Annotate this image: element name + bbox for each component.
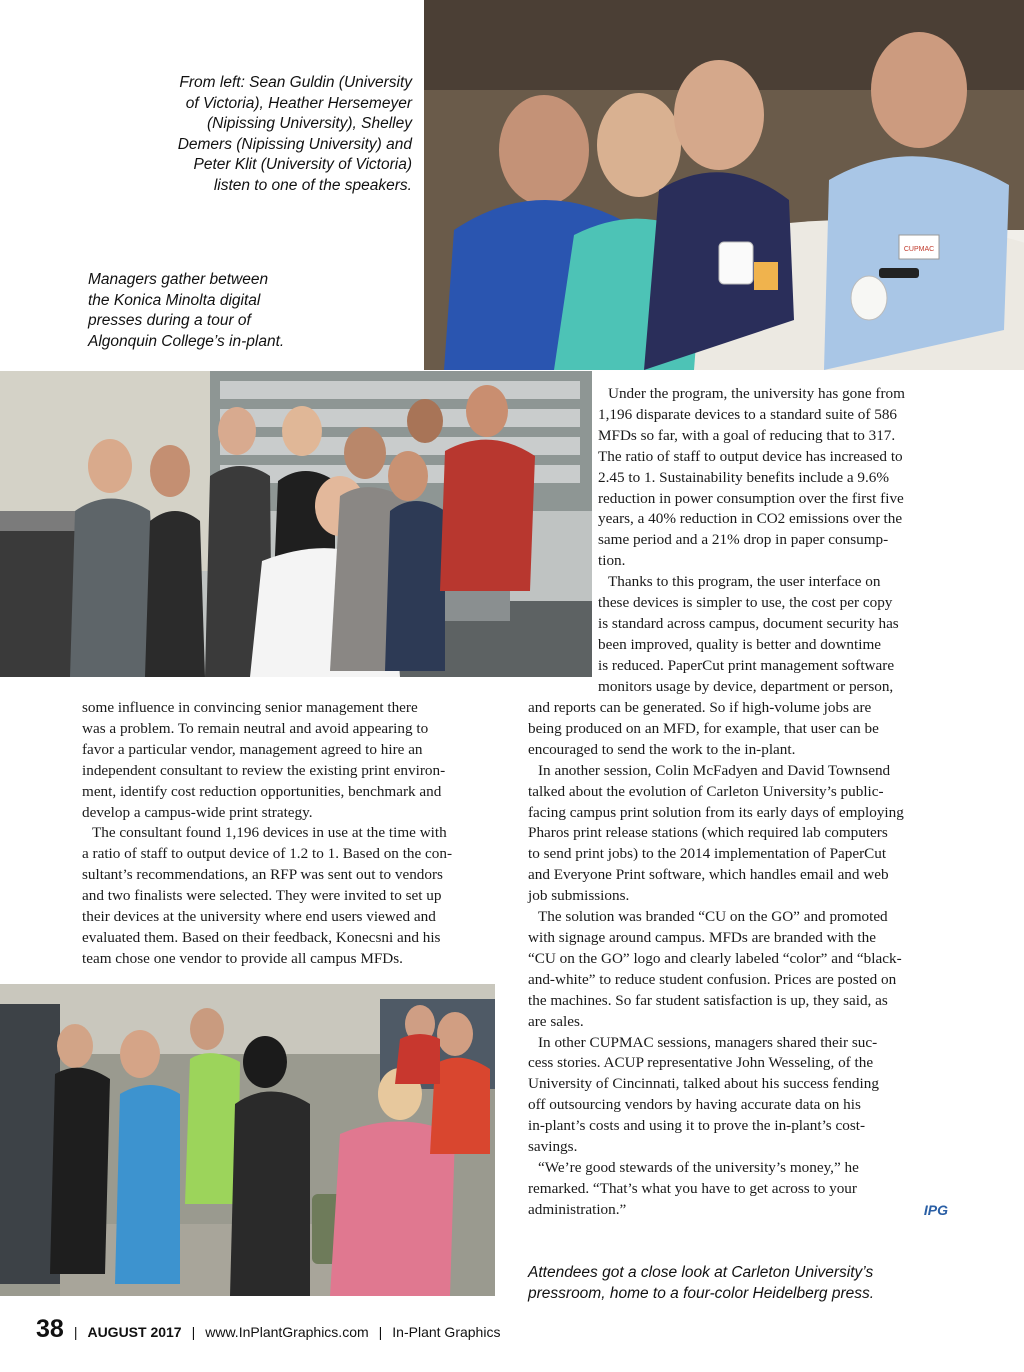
footer-separator: |: [191, 1324, 196, 1340]
body-line: “CU on the GO” logo and clearly labeled “color” and “black-: [528, 949, 902, 967]
body-line: off outsourcing vendors by having accurate data on his: [528, 1096, 861, 1114]
body-line: encouraged to send the work to the in-plant.: [528, 740, 796, 758]
body-line: 1,196 disparate devices to a standard suite of 586: [598, 405, 898, 423]
name-badge-logo: CUPMAC: [903, 246, 935, 253]
article-column-left: [82, 698, 494, 970]
body-line: Pharos print release stations (which required lab computers: [528, 824, 888, 842]
caption-line: From left: Sean Guldin (University: [179, 74, 412, 91]
body-line: 2.45 to 1. Sustainability benefits include a 9.6%: [598, 468, 890, 486]
caption-line: Algonquin College’s in-plant.: [88, 332, 285, 350]
body-line: savings.: [528, 1138, 578, 1156]
caption-managers-tour: [88, 270, 408, 352]
body-line: some influence in convincing senior management there: [82, 699, 418, 716]
footer-separator: |: [378, 1324, 383, 1340]
page-footer: [36, 1315, 500, 1344]
body-line: talked about the evolution of Carleton University’s public-: [528, 782, 884, 800]
body-line: tion.: [598, 552, 626, 570]
caption-line: listen to one of the speakers.: [213, 176, 412, 194]
body-line: facing campus print solution from its early days of employing: [528, 803, 904, 821]
caption-line: Managers gather between: [88, 271, 269, 288]
body-line: being produced on an MFD, for example, that user can be: [528, 719, 879, 737]
body-line: reduction in power consumption over the first five: [598, 489, 904, 507]
body-line-with-signoff: [528, 1200, 948, 1221]
photo-carleton-pressroom: [0, 984, 495, 1296]
body-line: University of Cincinnati, talked about his success fending: [528, 1075, 879, 1093]
body-line: was a problem. To remain neutral and avoid appearing to: [82, 719, 429, 737]
caption-pressroom: [528, 1263, 948, 1304]
body-line: The consultant found 1,196 devices in use at the time with: [92, 824, 447, 842]
photo-conference-attendees: [424, 0, 1024, 370]
body-line: and-white” to reduce student confusion. Prices are posted on: [528, 970, 897, 988]
caption-line: (Nipissing University), Shelley: [206, 115, 412, 132]
body-line: in-plant’s costs and using it to prove the in-plant’s cost-: [528, 1117, 866, 1135]
body-line: years, a 40% reduction in CO2 emissions over the: [598, 510, 903, 528]
body-line: MFDs so far, with a goal of reducing that to 317.: [598, 426, 896, 444]
body-line: and two finalists were selected. They were invited to set up: [82, 887, 442, 905]
body-line: ment, identify cost reduction opportunities, benchmark and: [82, 782, 442, 800]
footer-separator: |: [73, 1324, 78, 1340]
caption-line: presses during a tour of: [88, 312, 251, 329]
body-line: “We’re good stewards of the university’s money,” he: [538, 1158, 859, 1176]
caption-line: the Konica Minolta digital: [88, 291, 261, 309]
caption-line: Demers (Nipissing University) and: [177, 135, 412, 153]
body-line: In other CUPMAC sessions, managers shared their suc-: [538, 1033, 878, 1051]
caption-attendees-listening: [140, 73, 412, 196]
body-line: administration.”: [528, 1200, 627, 1218]
body-line: remarked. “That’s what you have to get across to your: [528, 1179, 857, 1197]
page-number: 38: [36, 1315, 64, 1343]
body-line: cess stories. ACUP representative John Wesseling, of the: [528, 1054, 874, 1072]
body-line: is standard across campus, document security has: [598, 614, 899, 632]
body-line: and Everyone Print software, which handles email and web: [528, 866, 889, 884]
body-line: Thanks to this program, the user interface on: [608, 573, 881, 591]
body-line: In another session, Colin McFadyen and David Townsend: [538, 761, 891, 779]
body-line: develop a campus-wide print strategy.: [82, 803, 313, 821]
caption-line: pressroom, home to a four-color Heidelberg press.: [528, 1284, 875, 1302]
body-line: sultant’s recommendations, an RFP was sent out to vendors: [82, 866, 443, 884]
body-line: is reduced. PaperCut print management software: [598, 656, 895, 674]
body-line: The solution was branded “CU on the GO” and promoted: [538, 908, 888, 926]
body-line: to send print jobs) to the 2014 implementation of PaperCut: [528, 845, 887, 863]
body-line: job submissions.: [528, 887, 630, 905]
body-line: the machines. So far student satisfaction is up, they said, as: [528, 991, 888, 1009]
body-line: these devices is simpler to use, the cost per copy: [598, 594, 893, 612]
caption-line: Peter Klit (University of Victoria): [193, 156, 412, 173]
body-line: same period and a 21% drop in paper consump-: [598, 531, 889, 549]
body-line: been improved, quality is better and downtime: [598, 635, 882, 653]
body-line: a ratio of staff to output device of 1.2 to 1. Based on the con-: [82, 845, 453, 863]
caption-line: Attendees got a close look at Carleton University’s: [528, 1264, 874, 1281]
photo-managers-presses: [0, 371, 592, 677]
publication-name: In-Plant Graphics: [392, 1324, 501, 1340]
ipg-signoff: IPG: [923, 1201, 948, 1218]
website-url[interactable]: www.InPlantGraphics.com: [205, 1324, 369, 1340]
body-line: team chose one vendor to provide all campus MFDs.: [82, 949, 403, 967]
body-line: independent consultant to review the existing print environ-: [82, 761, 446, 779]
body-line: favor a particular vendor, management agreed to hire an: [82, 740, 423, 758]
body-line: their devices at the university where end users viewed and: [82, 908, 436, 926]
body-line: and reports can be generated. So if high-volume jobs are: [528, 699, 872, 716]
body-line: with signage around campus. MFDs are branded with the: [528, 928, 876, 946]
body-line: are sales.: [528, 1012, 584, 1030]
caption-line: of Victoria), Heather Hersemeyer: [185, 94, 412, 112]
article-column-right-top: [598, 384, 943, 698]
body-line: Under the program, the university has gone from: [608, 385, 905, 402]
article-column-right: [528, 698, 948, 1221]
body-line: evaluated them. Based on their feedback, Konecsni and his: [82, 928, 441, 946]
issue-date: AUGUST 2017: [87, 1324, 182, 1340]
body-line: The ratio of staff to output device has increased to: [598, 447, 903, 465]
body-line: monitors usage by device, department or person,: [598, 677, 894, 695]
